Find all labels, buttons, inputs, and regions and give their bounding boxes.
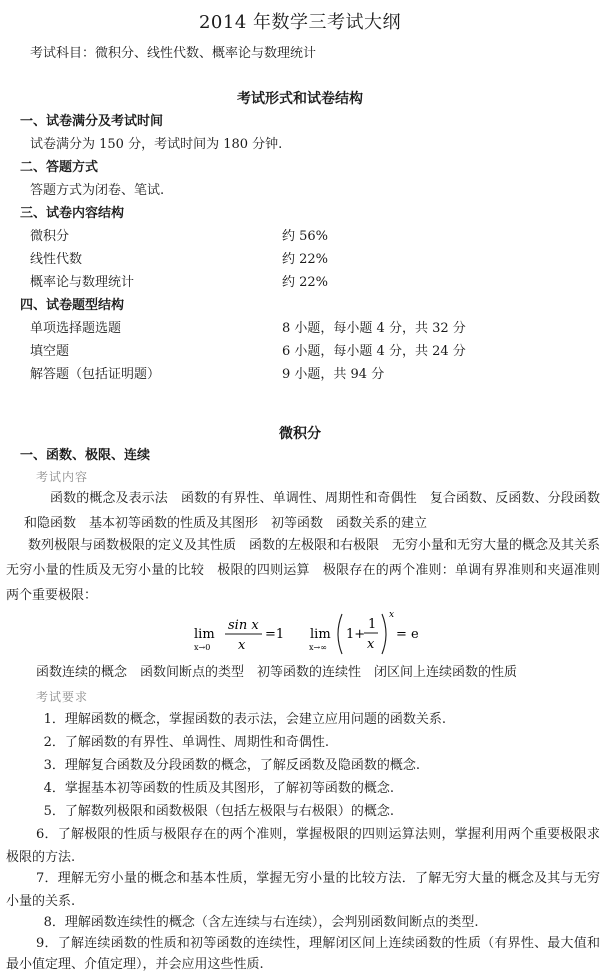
type-row-name: 解答题（包括证明题） [30,367,161,382]
requirement-item: 6．了解极限的性质与极限存在的两个准则，掌握极限的四则运算法则，掌握利用两个重要极限求极限的方法. [6,827,600,865]
text-score-time: 试卷满分为 150 分，考试时间为 180 分钟. [30,137,283,152]
formula-rhs: =1 [265,627,285,642]
requirement-item: 2．了解函数的有界性、单调性、周期性和奇偶性. [43,735,329,750]
heading-question-types: 四、试卷题型结构 [20,298,125,313]
fraction-denominator: x [367,637,375,652]
requirement-item: 1．理解函数的概念，掌握函数的表示法，会建立应用问题的函数关系. [43,712,446,727]
content-row-value: 约 56% [282,229,329,244]
fraction-denominator: x [238,638,246,653]
exponent: x [389,610,395,620]
requirement-item: 9．了解连续函数的性质和初等函数的连续性，理解闭区间上连续函数的性质（有界性、最大值和最小值定理、介值定理），并会应用这些性质. [6,936,600,972]
heading-functions-limits: 一、函数、极限、连续 [20,448,151,463]
paragraph-limits: 数列极限与函数极限的定义及其性质 函数的左极限和右极限 无穷小量和无穷大量的概念及其关系 无穷小量的性质及无穷小量的比较 极限的四则运算 极限存在的两个准则：单调有界准则和夹逼准则 两个重要极限： [6,538,600,603]
type-row-value: 9 小题，共 94 分 [282,367,385,382]
fraction-numerator: sin x [228,618,259,633]
heading-score-time: 一、试卷满分及考试时间 [20,114,164,129]
fraction-numerator: 1 [368,617,377,632]
one-plus: 1+ [346,627,366,642]
requirement-item: 3．理解复合函数及分段函数的概念，了解反函数及隐函数的概念. [43,758,420,773]
requirement-item: 7．理解无穷小量的概念和基本性质，掌握无穷小量的比较方法．了解无穷大量的概念及其与无穷小量的关系. [6,871,600,909]
type-row-name: 单项选择题选题 [30,321,122,336]
type-row-value: 8 小题，每小题 4 分，共 32 分 [282,321,466,336]
content-row-name: 概率论与数理统计 [30,275,135,290]
type-row-value: 6 小题，每小题 4 分，共 24 分 [282,344,466,359]
paragraph-continuity: 函数连续的概念 函数间断点的类型 初等函数的连续性 闭区间上连续函数的性质 [36,665,518,680]
lim-subscript: x→∞ [309,643,327,652]
exam-subjects: 考试科目：微积分、线性代数、概率论与数理统计 [30,46,317,61]
content-row-value: 约 22% [282,252,329,267]
lim-symbol: lim [194,627,215,642]
formula-rhs: = e [396,627,419,642]
section-heading-exam-format: 考试形式和试卷结构 [237,91,363,107]
document-title: 2014 年数学三考试大纲 [198,12,402,33]
requirement-item: 8．理解函数连续性的概念（含左连续与右连续），会判别函数间断点的类型. [43,915,479,930]
type-row-name: 填空题 [30,344,70,359]
content-row-value: 约 22% [282,275,329,290]
lim-subscript: x→0 [194,643,211,652]
content-row-name: 线性代数 [30,252,83,267]
content-row-name: 微积分 [30,229,70,244]
requirement-item: 4．掌握基本初等函数的性质及其图形，了解初等函数的概念. [43,781,394,796]
label-exam-requirements: 考试要求 [36,690,89,704]
lim-symbol: lim [310,627,331,642]
section-heading-calculus: 微积分 [279,426,321,442]
label-exam-content: 考试内容 [36,470,89,484]
requirement-item: 5．了解数列极限和函数极限（包括左极限与右极限）的概念. [43,804,394,819]
formula-important-limits [170,608,450,666]
heading-answer-method: 二、答题方式 [20,160,99,175]
heading-content-structure: 三、试卷内容结构 [20,206,125,221]
text-answer-method: 答题方式为闭卷、笔试. [30,183,165,198]
paragraph-function-concepts: 函数的概念及表示法 函数的有界性、单调性、周期性和奇偶性 复合函数、反函数、分段函数和隐函数 基本初等函数的性质及其图形 初等函数 函数关系的建立 [24,491,600,531]
